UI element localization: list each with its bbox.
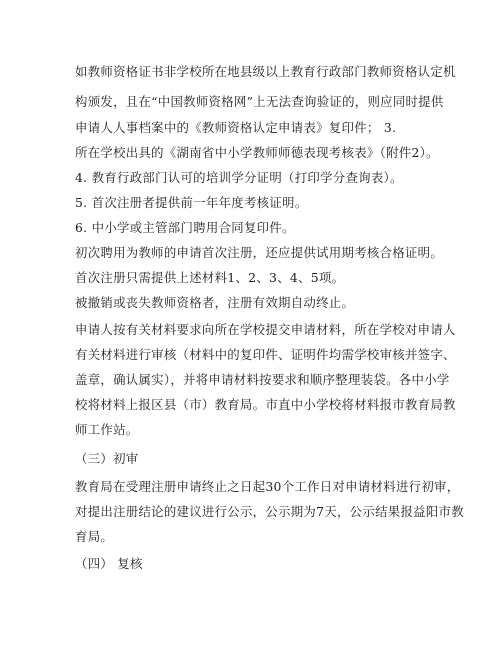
text-line: 6. 中小学或主管部门聘用合同复印件。 <box>75 220 295 235</box>
text-line: 4. 教育行政部门认可的培训学分证明（打印学分查询表）。 <box>75 170 403 185</box>
text-line: 如教师资格证书非学校所在地县级以上教育行政部门教师资格认定机 <box>75 64 456 79</box>
text-line: 申请人按有关材料要求向所在学校提交申请材料，所在学校对申请人 <box>75 322 456 337</box>
text-line: 盖章，确认属实），并将申请材料按要求和顺序整理装袋。各中小学 <box>75 372 450 387</box>
text-line: 师工作站。 <box>75 422 139 437</box>
text-line: 申请人人事档案中的《教师资格认定申请表》复印件； 3. <box>75 120 397 135</box>
text-line: 育局。 <box>75 529 114 544</box>
text-line: 首次注册只需提供上述材料1、2、3、4、5项。 <box>75 270 345 285</box>
text-line: 所在学校出具的《湖南省中小学教师师德表现考核表》（附件2）。 <box>75 145 439 160</box>
text-line: 校将材料上报区县（市）教育局。市直中小学校将材料报市教育局教 <box>75 397 456 412</box>
text-line: 对提出注册结论的建议进行公示，公示期为7天，公示结果报益阳市教 <box>75 504 464 519</box>
text-line: 有关材料进行审核（材料中的复印件、证明件均需学校审核并签字、 <box>75 347 456 362</box>
text-line: 初次聘用为教师的申请首次注册，还应提供试用期考核合格证明。 <box>75 245 444 260</box>
section-heading: （三）初审 <box>75 451 139 466</box>
section-heading: （四） 复核 <box>75 556 143 571</box>
text-line: 被撤销或丧失教师资格者，注册有效期自动终止。 <box>75 295 355 310</box>
text-line: 构颁发，且在“中国教师资格网”上无法查询验证的，则应同时提供 <box>75 94 444 109</box>
text-line: 教育局在受理注册申请终止之日起30个工作日对申请材料进行初审， <box>75 479 460 494</box>
text-line: 5. 首次注册者提供前一年年度考核证明。 <box>75 195 308 210</box>
